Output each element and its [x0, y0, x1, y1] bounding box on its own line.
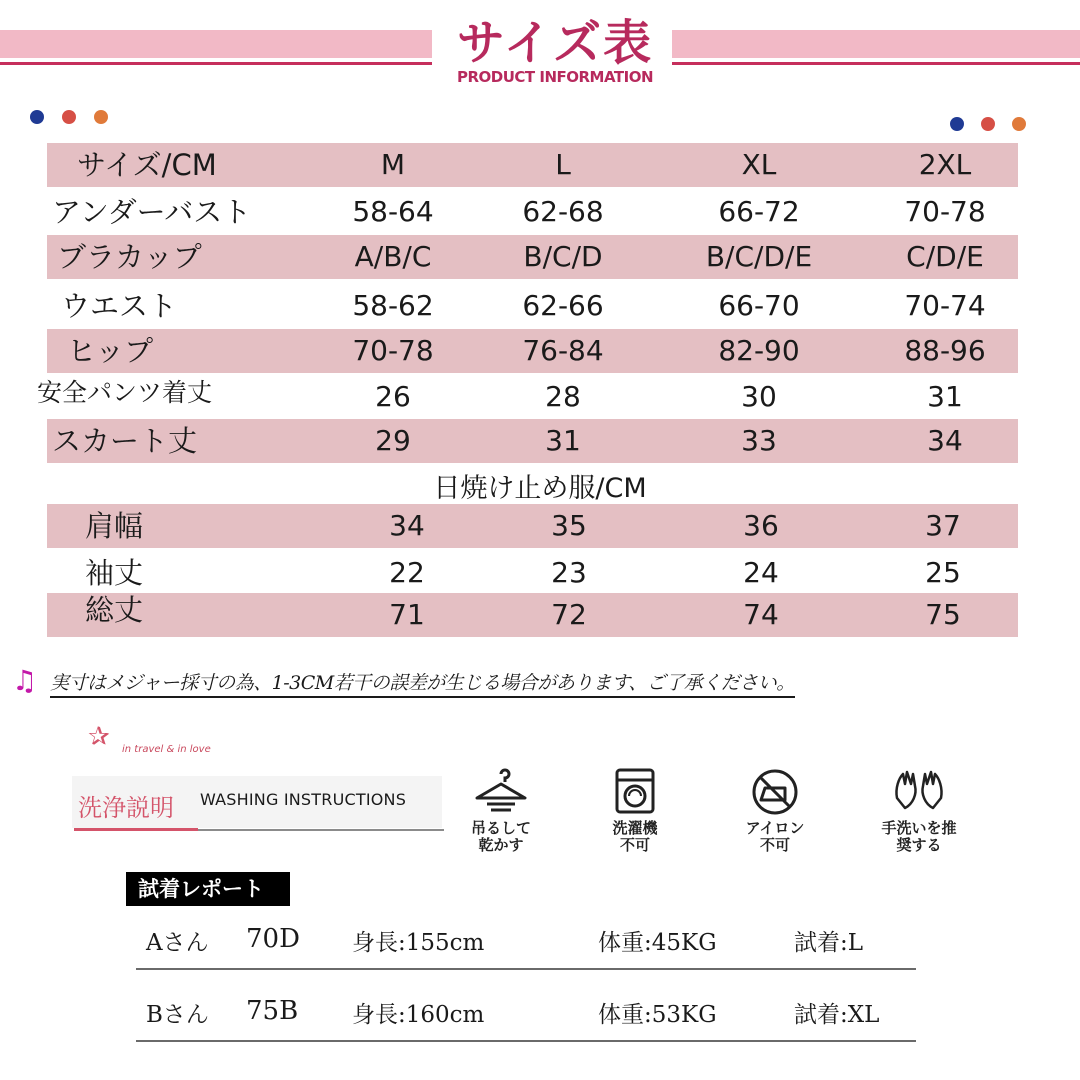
tester-height: 身長:155cm	[352, 930, 485, 956]
row-label: 総丈	[85, 593, 144, 627]
care-caption: 不可	[759, 836, 790, 854]
care-caption: 手洗いを推	[881, 819, 957, 837]
tester-weight: 体重:53KG	[598, 1002, 717, 1028]
tester-size: 試着:XL	[794, 1002, 880, 1028]
care-caption: 吊るして	[470, 819, 531, 837]
table-cell: 34	[389, 509, 425, 542]
table-cell: 33	[741, 424, 777, 457]
fitting-entry	[136, 996, 916, 1036]
table-row	[47, 551, 1018, 595]
tester-weight: 体重:45KG	[598, 930, 717, 956]
row-label: ウエスト	[61, 289, 178, 323]
washing-underline-red	[74, 828, 198, 831]
table-cell: 29	[375, 424, 411, 457]
washing-title-en: WASHING INSTRUCTIONS	[200, 790, 407, 809]
row-label: ヒップ	[67, 334, 154, 368]
table-cell: 34	[927, 424, 963, 457]
fitting-report-title: 試着レポート	[126, 872, 290, 906]
table-cell: 72	[551, 598, 587, 631]
table-cell: 37	[925, 509, 961, 542]
table-cell: 62-68	[522, 195, 604, 228]
hanger-dry-icon	[473, 768, 529, 816]
size-m: M	[380, 148, 406, 181]
hand-wash-icon	[891, 768, 947, 816]
size-header-label: サイズ/CM	[77, 148, 217, 182]
decor-dot-blue	[30, 110, 44, 124]
header-band-left	[0, 30, 432, 58]
care-caption: 乾かす	[478, 836, 524, 854]
washing-underline-gray	[198, 829, 444, 831]
care-item-no-iron	[730, 768, 820, 854]
table-row	[37, 375, 1018, 419]
table-cell: B/C/D	[523, 240, 603, 273]
table-row	[47, 419, 1018, 463]
table-cell: 71	[389, 598, 425, 631]
table-row	[47, 190, 1018, 234]
table-cell: C/D/E	[906, 240, 984, 273]
table-cell: 88-96	[904, 334, 986, 367]
decor-dot-red	[981, 117, 995, 131]
divider	[136, 968, 916, 970]
row-label: アンダーバスト	[52, 195, 252, 229]
table-cell: 22	[389, 556, 425, 589]
divider	[136, 1040, 916, 1042]
table-row	[47, 284, 1018, 328]
row-label: 袖丈	[85, 556, 144, 590]
table-row	[47, 504, 1018, 548]
table-row	[47, 329, 1018, 373]
tester-name: Bさん	[146, 1002, 209, 1028]
table-cell: 62-66	[522, 289, 604, 322]
table-cell: 31	[545, 424, 581, 457]
table-cell: 26	[375, 380, 411, 413]
care-caption: 不可	[619, 836, 650, 854]
decor-dot-orange	[94, 110, 108, 124]
care-caption: 洗濯機	[612, 819, 658, 837]
table-cell: 66-70	[718, 289, 800, 322]
washing-title-jp: 洗浄説明	[78, 794, 174, 822]
size-header-row	[47, 143, 1018, 187]
tester-height: 身長:160cm	[352, 1002, 485, 1028]
header-line-left	[0, 62, 432, 65]
measurement-note: 実寸はメジャー採寸の為、1-3CM若干の誤差が生じる場合があります、ご了承ください。	[50, 668, 795, 698]
table-cell: 25	[925, 556, 961, 589]
decor-dot-red	[62, 110, 76, 124]
tester-bra: 70D	[246, 924, 300, 954]
size-l: L	[555, 148, 571, 181]
table-cell: 74	[743, 598, 779, 631]
care-caption: アイロン	[745, 819, 805, 837]
table-cell: 24	[743, 556, 779, 589]
care-caption: 奨する	[896, 836, 942, 854]
table-cell: 58-64	[352, 195, 434, 228]
tester-size: 試着:L	[794, 930, 864, 956]
header-band-right	[672, 30, 1080, 58]
brand-tagline: in travel & in love	[122, 744, 211, 755]
no-iron-icon	[747, 768, 803, 816]
table-cell: 70-74	[904, 289, 986, 322]
sun-table-title: 日焼け止め服/CM	[433, 473, 647, 504]
row-label: 肩幅	[85, 509, 144, 543]
header-line-right	[672, 62, 1080, 65]
tester-name: Aさん	[146, 930, 209, 956]
fitting-entry	[136, 924, 916, 964]
table-cell: B/C/D/E	[705, 240, 813, 273]
size-2xl: 2XL	[918, 148, 972, 181]
table-cell: A/B/C	[354, 240, 432, 273]
table-cell: 82-90	[718, 334, 800, 367]
washing-machine-icon	[607, 768, 663, 816]
table-cell: 35	[551, 509, 587, 542]
table-cell: 66-72	[718, 195, 800, 228]
table-cell: 70-78	[352, 334, 434, 367]
table-cell: 36	[743, 509, 779, 542]
table-cell: 31	[927, 380, 963, 413]
table-cell: 76-84	[522, 334, 604, 367]
table-cell: 28	[545, 380, 581, 413]
table-cell: 70-78	[904, 195, 986, 228]
page-title: サイズ表	[456, 15, 654, 71]
table-row	[47, 235, 1018, 279]
table-cell: 23	[551, 556, 587, 589]
table-cell: 58-62	[352, 289, 434, 322]
tester-bra: 75B	[246, 996, 299, 1026]
size-xl: XL	[741, 148, 777, 181]
care-item-hand-wash	[864, 768, 974, 854]
music-note-icon: ♫	[12, 664, 38, 697]
decor-dot-orange	[1012, 117, 1026, 131]
star-icon: ✰	[88, 722, 110, 752]
table-row	[47, 593, 1018, 637]
care-item-hang-dry	[456, 768, 546, 854]
decor-dot-blue	[950, 117, 964, 131]
row-label: スカート丈	[52, 424, 198, 458]
care-item-no-machine	[590, 768, 680, 854]
row-label: ブラカップ	[57, 240, 202, 274]
page-subtitle: PRODUCT INFORMATION	[456, 68, 654, 86]
table-cell: 30	[741, 380, 777, 413]
row-label: 安全パンツ着丈	[37, 378, 213, 407]
table-cell: 75	[925, 598, 961, 631]
